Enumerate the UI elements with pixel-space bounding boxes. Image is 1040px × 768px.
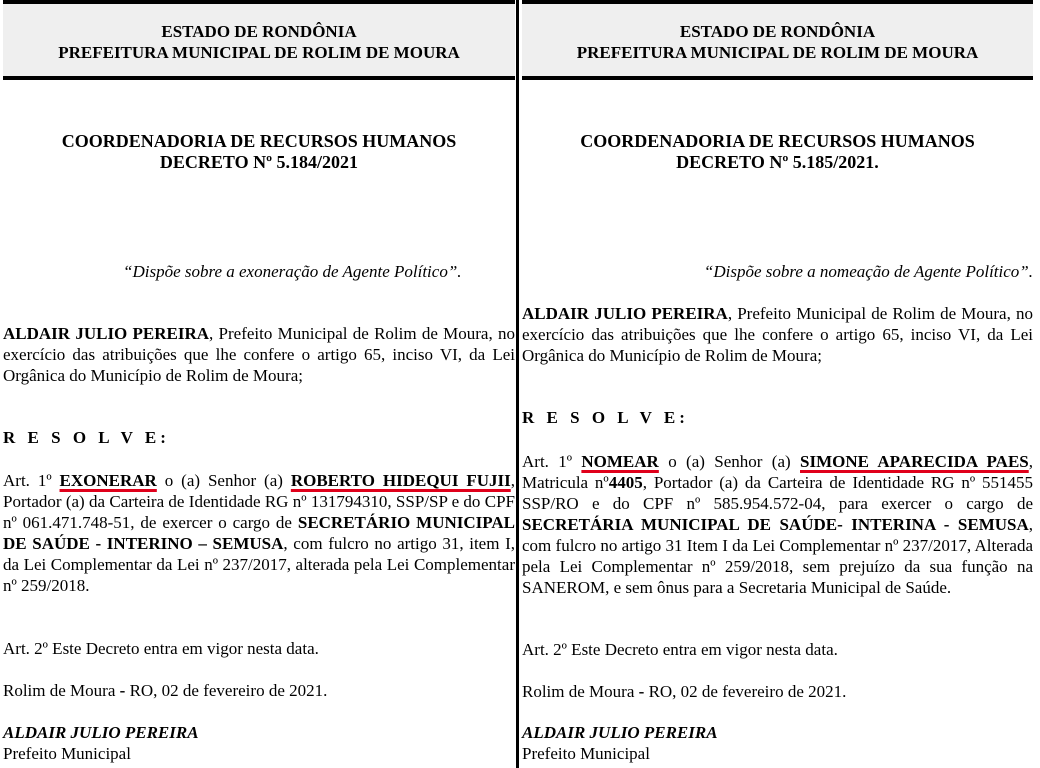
action-verb: EXONERAR	[59, 471, 157, 490]
state-name: ESTADO DE RONDÔNIA	[161, 22, 357, 41]
date-text: RO, 02 de fevereiro de 2021.	[644, 682, 847, 701]
article-1	[3, 470, 515, 596]
date-text: RO, 02 de fevereiro de 2021.	[125, 681, 328, 700]
place-date	[3, 680, 515, 701]
decree-number: DECRETO Nº 5.184/2021	[159, 152, 359, 172]
matricula-number: 4405	[608, 473, 643, 492]
place-dash: -	[119, 681, 126, 700]
preamble-text: , Prefeito Municipal de Rolim de Moura, no exercício das atribuições que lhe confere o artigo 65, inciso VI, da Lei Orgânica do Município de Rolim de Moura;	[3, 324, 515, 385]
department-name: COORDENADORIA DE RECURSOS HUMANOS	[61, 131, 457, 151]
article-1	[522, 451, 1033, 598]
decree-number: DECRETO Nº 5.185/2021.	[676, 152, 879, 172]
signature-role: Prefeito Municipal	[3, 744, 131, 763]
decree-ementa: “Dispõe sobre a exoneração de Agente Político”.	[123, 262, 462, 281]
article-1-text: , com fulcro no artigo 31 Item I da Lei Complementar nº 237/2017, Alterada pela Lei Complementar nº 259/2018, sem prejuízo da sua função na SANEROM, e sem ônus para a Secretaria Municipal de Saúde.	[522, 515, 1033, 597]
action-verb: NOMEAR	[581, 452, 659, 471]
signature-name: ALDAIR JULIO PEREIRA	[3, 723, 199, 742]
document-header	[522, 4, 1033, 80]
preamble-text: , Prefeito Municipal de Rolim de Moura, no exercício das atribuições que lhe confere o artigo 65, inciso VI, da Lei Orgânica do Município de Rolim de Moura;	[522, 304, 1033, 365]
column-divider	[516, 0, 519, 768]
signature-name: ALDAIR JULIO PEREIRA	[522, 723, 718, 742]
mayor-name: ALDAIR JULIO PEREIRA	[3, 324, 210, 343]
resolve-heading: R E S O L V E:	[3, 428, 170, 447]
decree-ementa: “Dispõe sobre a nomeação de Agente Político”.	[703, 262, 1033, 281]
decree-title	[3, 131, 515, 173]
department-name: COORDENADORIA DE RECURSOS HUMANOS	[580, 131, 975, 151]
municipality-name: PREFEITURA MUNICIPAL DE ROLIM DE MOURA	[58, 43, 460, 62]
article-2: Art. 2º Este Decreto entra em vigor nesta data.	[3, 639, 319, 658]
article-1-text: o (a) Senhor (a)	[658, 452, 801, 471]
article-1-label: Art. 1º	[522, 452, 582, 471]
place-date	[522, 681, 1033, 702]
article-1-text: , Portador (a) da Carteira de Identidade RG nº 131794310, SSP/SP e do CPF nº 061.471.748-51, de exercer o cargo de	[3, 471, 515, 532]
document-header	[3, 4, 515, 80]
person-name: ROBERTO HIDEQUI FUJII	[290, 471, 511, 490]
decree-title	[522, 131, 1033, 173]
role-name: SECRETÁRIA MUNICIPAL DE SAÚDE- INTERINA - SEMUSA	[522, 515, 1029, 534]
resolve-heading: R E S O L V E:	[522, 408, 689, 427]
article-1-label: Art. 1º	[3, 471, 60, 490]
decree-preamble	[3, 323, 515, 386]
role-name: SECRETÁRIO MUNICIPAL DE SAÚDE - INTERINO – SEMUSA	[3, 513, 515, 553]
article-1-text: o (a) Senhor (a)	[156, 471, 291, 490]
article-1-text: , Portador (a) da Carteira de Identidade RG nº 551455 SSP/RO e do CPF nº 585.954.572-04, para exercer o cargo de	[522, 473, 1033, 513]
person-name: SIMONE APARECIDA PAES	[800, 452, 1029, 471]
article-2: Art. 2º Este Decreto entra em vigor nesta data.	[522, 640, 838, 659]
article-1-text: , Matricula nº	[522, 452, 1033, 492]
place-text: Rolim de Moura	[522, 682, 639, 701]
decree-preamble	[522, 303, 1033, 366]
place-text: Rolim de Moura	[3, 681, 120, 700]
place-dash: -	[638, 682, 645, 701]
article-1-text: , com fulcro no artigo 31, item I, da Lei Complementar da Lei nº 237/2017, alterada pela Lei Complementar nº 259/2018.	[3, 534, 516, 595]
mayor-name: ALDAIR JULIO PEREIRA	[522, 304, 728, 323]
left-decree-column	[3, 0, 515, 768]
right-decree-column	[522, 0, 1033, 768]
municipality-name: PREFEITURA MUNICIPAL DE ROLIM DE MOURA	[576, 43, 979, 62]
state-name: ESTADO DE RONDÔNIA	[679, 22, 876, 41]
signature-role: Prefeito Municipal	[522, 744, 650, 763]
